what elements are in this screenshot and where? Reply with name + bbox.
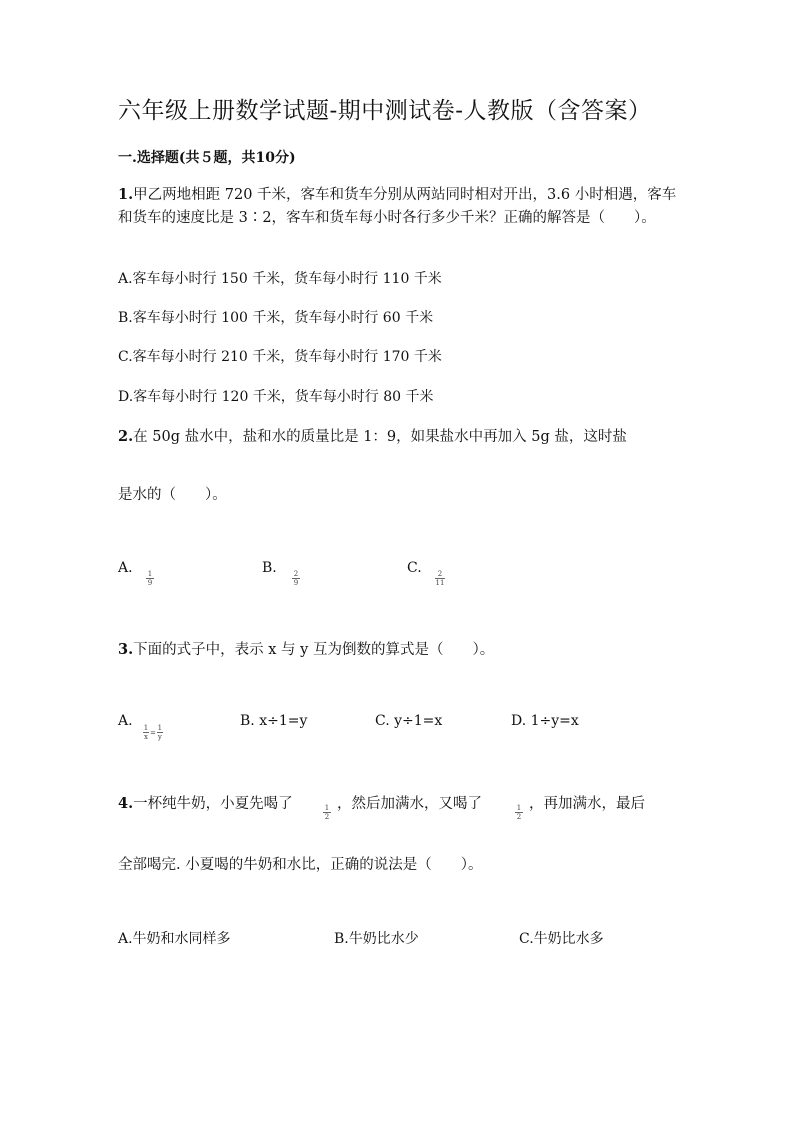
question-text: 下面的式子中，表示 x 与 y 互为倒数的算式是（ ）。 [133,642,495,658]
q4-option-a: A.牛奶和水同样多 [118,931,231,947]
q3-option-c: C. y÷1=x [375,713,443,729]
section-heading: 一.选择题(共５题，共10分) [118,150,296,166]
fraction-numerator: 2 [293,570,299,578]
q4-option-c: C.牛奶比水多 [519,931,604,947]
q4-fraction-2 [515,804,523,821]
question-4-part3: ，再加满水，最后 [529,796,645,812]
q2-option-b-fraction [292,570,300,587]
q1-option-b: B.客车每小时行 100 千米，货车每小时行 60 千米 [118,310,434,326]
q3-option-b: B. x÷1=y [240,713,308,729]
question-2-line2: 是水的（ ）。 [118,487,227,503]
question-3 [118,638,494,659]
q3-option-d: D. 1÷y=x [511,713,579,729]
q4-fraction-1 [323,804,331,821]
fraction-numerator: 1 [324,804,330,812]
q2-option-b-label: B. [262,560,277,576]
question-text: 一杯纯牛奶，小夏先喝了 [133,796,293,812]
fraction-numerator: 1 [147,570,153,578]
fraction-denominator: 9 [147,579,153,587]
question-number: 3. [118,641,134,658]
question-4-line2: 全部喝完. 小夏喝的牛奶和水比，正确的说法是（ ）。 [118,857,483,873]
q1-option-c: C.客车每小时行 210 千米，货车每小时行 170 千米 [118,349,442,365]
fraction-numerator: 2 [437,570,443,578]
question-4-part2: ，然后加满水，又喝了 [337,796,482,812]
q2-option-a-fraction [146,570,154,587]
fraction-denominator: 2 [516,813,522,821]
q1-option-d: D.客车每小时行 120 千米，货车每小时行 80 千米 [118,389,434,405]
question-number: 2. [118,428,134,445]
fraction-left: $\frac{1}{x}$ [143,724,149,741]
question-2 [118,425,627,446]
fraction-right: $\frac{1}{y}$ [157,724,163,741]
q4-option-b: B.牛奶比水少 [334,931,419,947]
question-text: 甲乙两地相距 720 千米，客车和货车分别从两站同时相对开出，3.6 小时相遇，客车和货车的速度比是 3∶2，客车和货车每小时各行多少千米？正确的解答是（ ）。 [118,187,677,226]
equals-sign: = [150,728,156,737]
question-1 [118,183,678,230]
fraction-denominator: 9 [293,579,299,587]
q3-option-a-label: A. [118,713,133,729]
question-number: 4. [118,795,134,812]
page-title: 六年级上册数学试题-期中测试卷-人教版（含答案） [118,98,652,124]
fraction-denominator: 11 [435,579,445,587]
q2-option-a-label: A. [118,560,133,576]
fraction-numerator: 1 [516,804,522,812]
question-text: 在 50g 盐水中，盐和水的质量比是 1：9，如果盐水中再加入 5g 盐，这时盐 [133,429,627,445]
fraction-denominator: 2 [324,813,330,821]
q3-option-a-formula [143,724,163,741]
question-4-part1 [118,792,293,813]
q1-option-a: A.客车每小时行 150 千米，货车每小时行 110 千米 [118,271,442,287]
question-number: 1. [118,186,134,203]
q2-option-c-fraction [435,570,445,587]
q2-option-c-label: C. [407,560,422,576]
